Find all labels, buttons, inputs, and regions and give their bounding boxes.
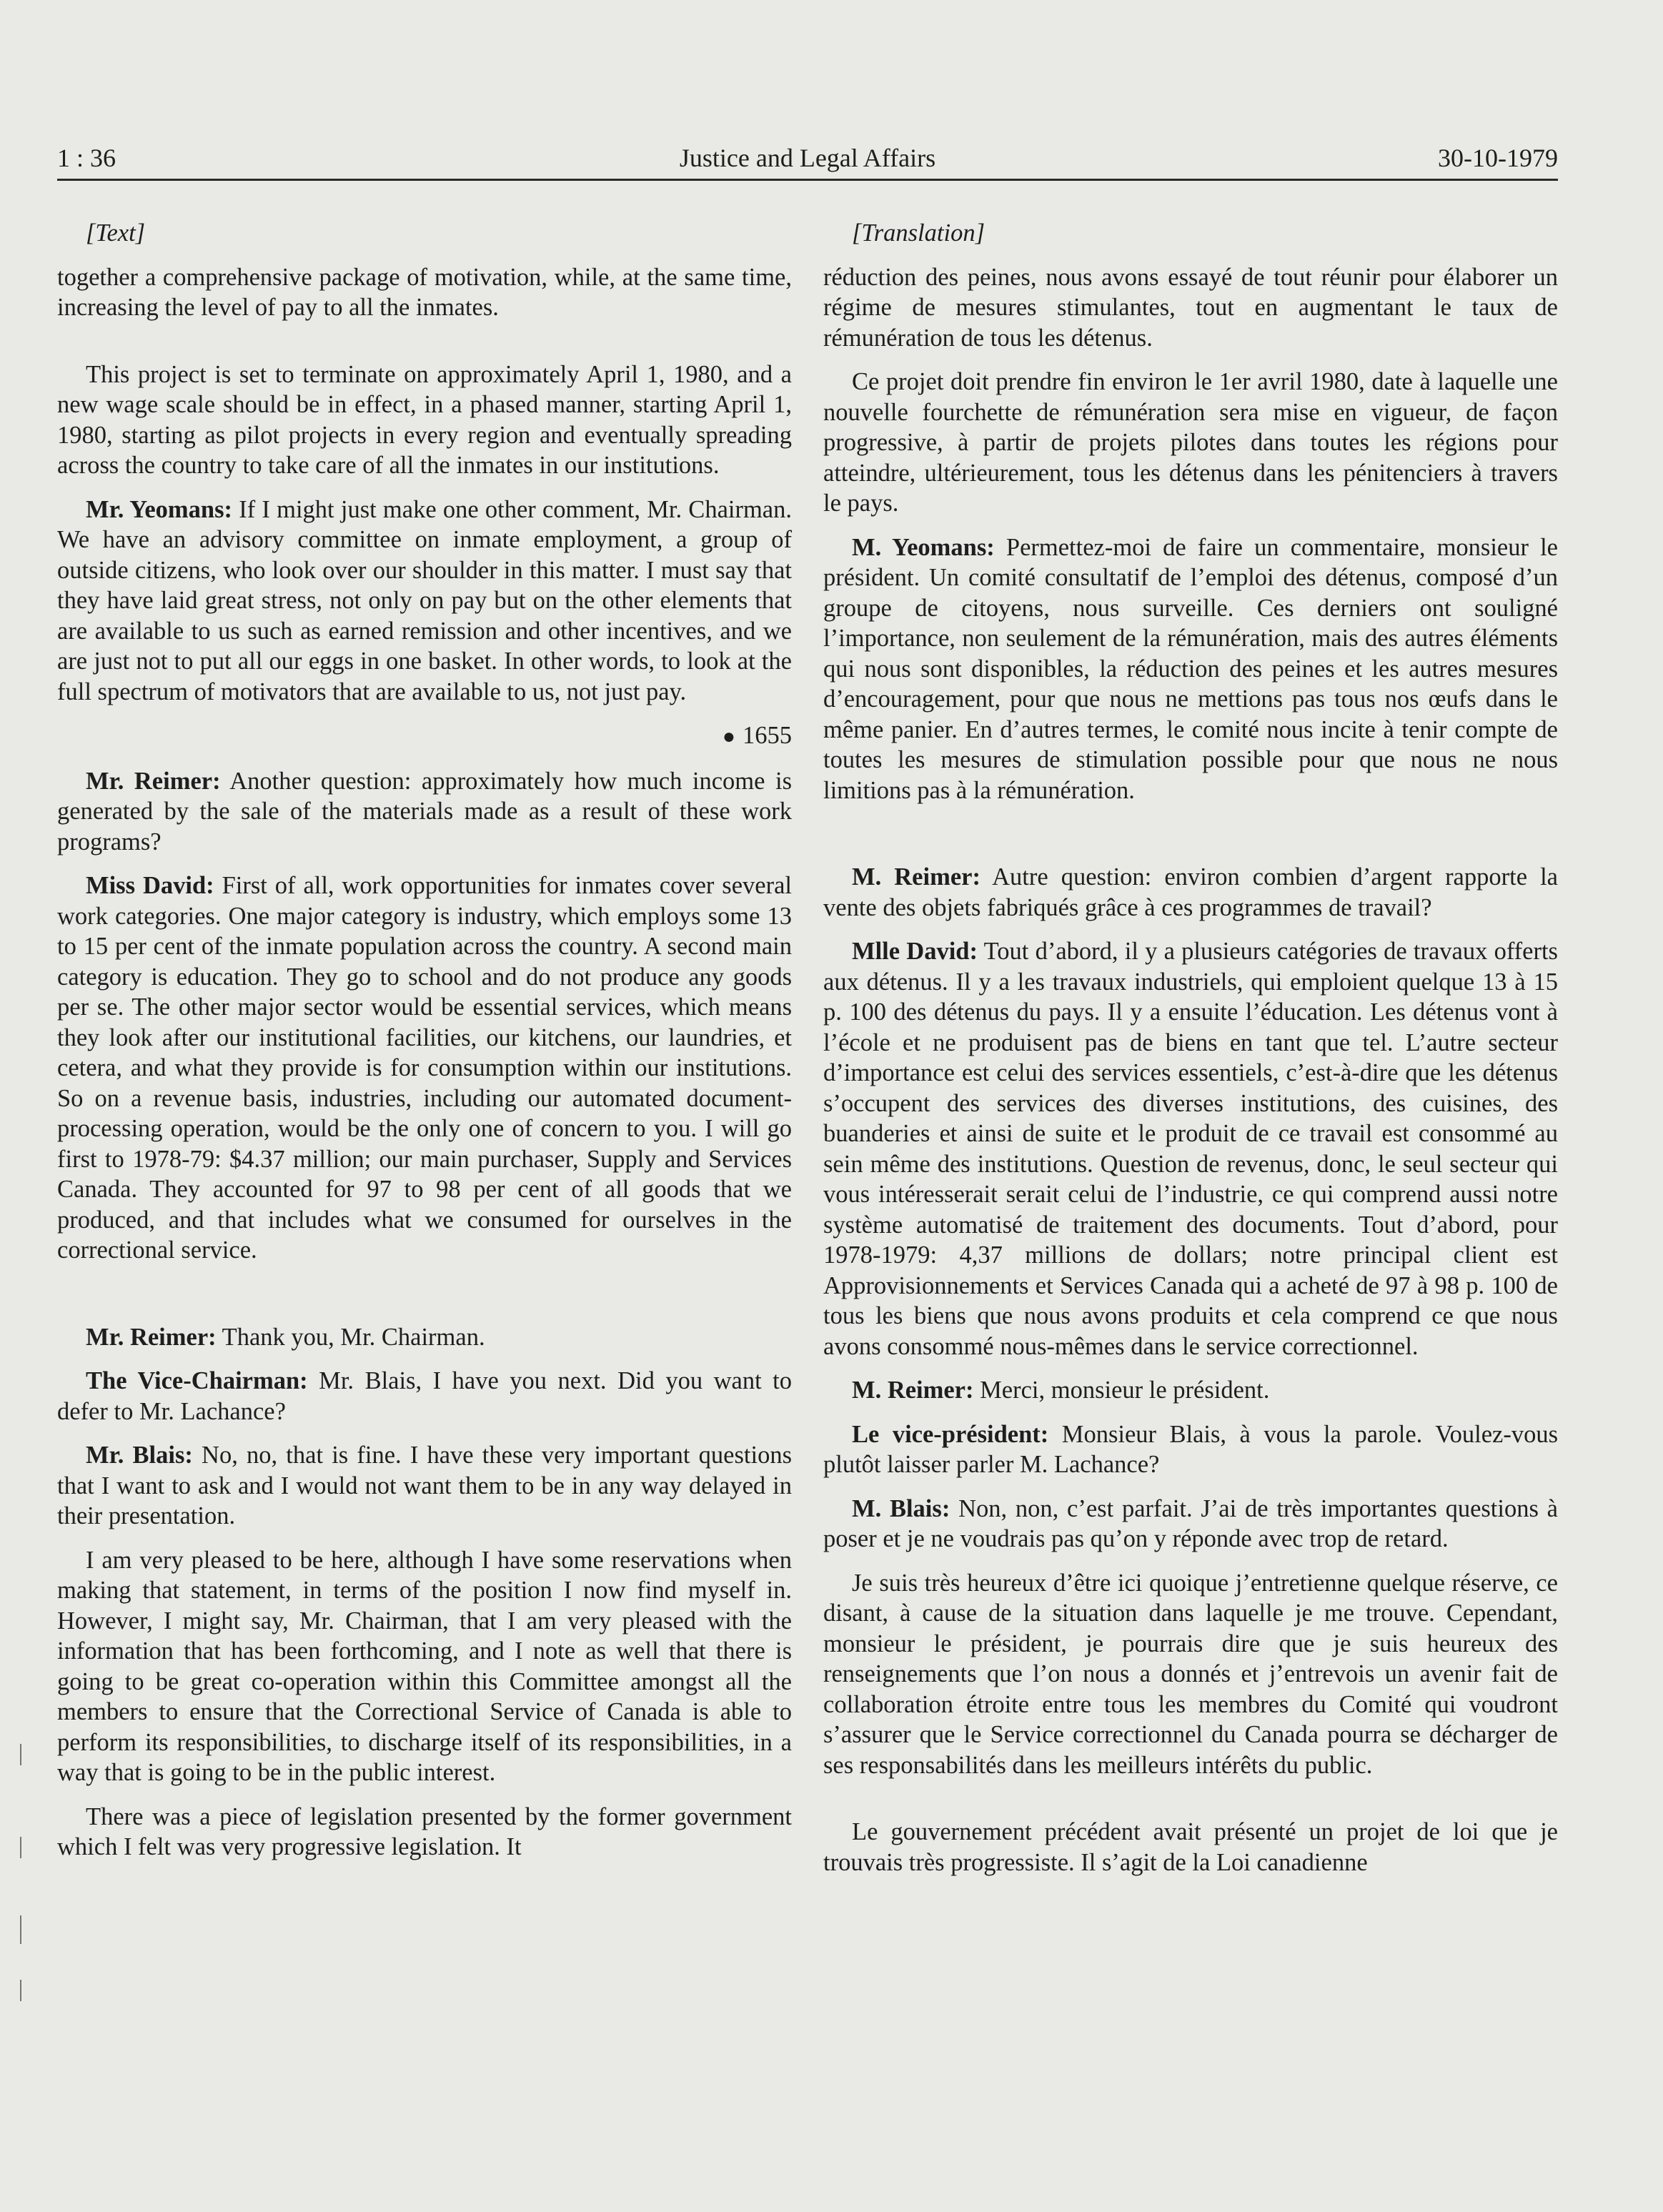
speaker-name: M. Yeomans: bbox=[852, 533, 995, 561]
paragraph: together a comprehensive package of motivation, while, at the same time, increasing the level of pay to all the inmates. bbox=[57, 263, 792, 321]
speaker-name: Miss David: bbox=[86, 872, 214, 899]
spacer bbox=[57, 1279, 792, 1322]
speaker-name: Mr. Yeomans: bbox=[86, 495, 233, 523]
paragraph: Je suis très heureux d’être ici quoique j’entretienne quelque réserve, ce disant, à cause de la situation dans laquelle je me trouve. Cependant, monsieur le président, je pourrais dire que je suis heureux des renseignements que l’on nous a donnés et j’entrevois un avenir fait de collaboration étroite entre tous les membres du Comité qui voudront s’assurer que le Service correctionnel du Canada pourra se décharger de ses responsabilités dans les meilleurs intérêts du public. bbox=[823, 1569, 1558, 1779]
speaker-name: Mr. Blais: bbox=[86, 1442, 193, 1469]
spacer bbox=[823, 1794, 1558, 1817]
speaker-name: M. Blais: bbox=[852, 1494, 950, 1522]
margin-tick bbox=[20, 1837, 21, 1858]
speech-text: Monsieur Blais, à vous la parole. Voulez-vous plutôt laisser parler M. Lachance? bbox=[823, 1420, 1558, 1478]
paragraph: Le gouvernement précédent avait présenté un projet de loi que je trouvais très progressiste. Il s’agit de la Loi canadienne bbox=[823, 1818, 1558, 1876]
speech-text: Tout d’abord, il y a plusieurs catégories de travaux offerts aux détenus. Il y a les travaux industriels, qui emploient quelque 13 à 15 p. 100 des détenus du pays. Il y a ensuite l’éducation. Les détenus vont à l’école et ne produisent pas de biens en tant que tel. L’autre secteur d’importance est celui des services essentiels, c’est-à-dire que les détenus s’occupent des services des diverses institutions, des cuisines, des buanderies et ainsi de suite et le produit de ce travail est consommé au sein même des institutions. Question de revenus, donc, le seul secteur qui vous intéresserait serait celui de l’industrie, ce qui comprend aussi notre système automatisé de traitement des documents. Tout d’abord, pour 1978-1979: 4,37 millions de dollars; notre principal client est Approvisionnements et Services Canada qui a acheté de 97 à 98 p. 100 de tous les biens que nous avons produits et cela comprend ce que nous avons consommé nous-mêmes dans le service correctionnel. bbox=[823, 938, 1558, 1360]
speech-text: First of all, work opportunities for inmates cover several work categories. One major category is industry, which employs some 13 to 15 per cent of the inmate population across the country. A second main category is education. They go to school and do not produce any goods per se. The other major sector would be essential services, which means they look after our institutional facilities, our kitchens, our laundries, et cetera, and what they provide is for consumption within our institutions. So on a revenue basis, industries, including our automated document-processing operation, would be the only one of concern to you. I will go first to 1978-79: $4.37 million; our main purchaser, Supply and Services Canada. They accounted for 97 to 98 per cent of all goods that we produced, and that includes what we consumed for ourselves in the correctional service. bbox=[57, 872, 792, 1264]
text-marker: [Text] bbox=[86, 219, 146, 247]
paragraph bbox=[823, 936, 1558, 1362]
speaker-name: Mlle David: bbox=[852, 938, 978, 965]
margin-marks bbox=[20, 1730, 27, 2044]
timestamp-value: 1655 bbox=[743, 722, 792, 749]
page-reference: 1 : 36 bbox=[57, 144, 116, 172]
speech-text: If I might just make one other comment, Mr. Chairman. We have an advisory committee on inmate employment, a group of outside citizens, who look over our shoulder in this matter. I must say that they have laid great stress, not only on pay but on the other elements that are available to us such as earned remission and other incentives, and we are just not to put all our eggs in one basket. In other words, to look at the full spectrum of motivators that are available to us, not just pay. bbox=[57, 495, 792, 705]
bullet-icon: ● bbox=[722, 725, 735, 748]
paragraph bbox=[57, 1322, 792, 1353]
speaker-name: Mr. Reimer: bbox=[86, 767, 221, 795]
paragraph: réduction des peines, nous avons essayé de tout réunir pour élaborer un régime de mesures stimulantes, tout en augmentant le taux de rémunération de tous les détenus. bbox=[823, 263, 1558, 352]
margin-tick bbox=[20, 1980, 21, 2001]
speaker-name: Mr. Reimer: bbox=[86, 1323, 217, 1351]
speech-text: Merci, monsieur le président. bbox=[973, 1377, 1270, 1404]
paragraph bbox=[823, 1494, 1558, 1554]
paragraph bbox=[57, 1440, 792, 1532]
french-column bbox=[823, 218, 1558, 1891]
speech-text: Autre question: environ combien d’argent rapporte la vente des objets fabriqués grâce à ces programmes de travail? bbox=[823, 863, 1558, 921]
paragraph bbox=[823, 532, 1558, 806]
paragraph bbox=[823, 1375, 1558, 1406]
paragraph bbox=[57, 871, 792, 1266]
speaker-name: M. Reimer: bbox=[852, 863, 981, 891]
running-header bbox=[57, 143, 1558, 179]
timestamp bbox=[57, 720, 792, 753]
speech-text: Another question: approximately how much income is generated by the sale of the materials made as a result of these work programs? bbox=[57, 767, 793, 855]
paragraph: Ce projet doit prendre fin environ le 1er avril 1980, date à laquelle une nouvelle fourchette de rémunération sera mise en vigueur, de façon progressive, à partir de projets pilotes dans toutes les régions pour atteindre, ultérieurement, tous les détenus dans les pénitenciers à travers le pays. bbox=[823, 368, 1558, 517]
margin-tick bbox=[20, 1744, 21, 1765]
speech-text: Mr. Blais, I have you next. Did you want to defer to Mr. Lachance? bbox=[57, 1367, 793, 1425]
paragraph bbox=[823, 1419, 1558, 1480]
spacer bbox=[57, 337, 792, 359]
paragraph: There was a piece of legislation presented by the former government which I felt was very progressive legislation. It bbox=[57, 1802, 792, 1860]
paragraph: This project is set to terminate on approximately April 1, 1980, and a new wage scale should be in effect, in a phased manner, starting April 1, 1980, starting as pilot projects in every region and eventually spreading across the country to take care of all the inmates in our institutions. bbox=[57, 360, 792, 479]
header-date: 30-10-1979 bbox=[1438, 144, 1558, 172]
speech-text: Thank you, Mr. Chairman. bbox=[216, 1323, 485, 1351]
paragraph bbox=[57, 766, 792, 858]
speech-text: Non, non, c’est parfait. J’ai de très importantes questions à poser et je ne voudrais pas qu’on y réponde avec trop de retard. bbox=[823, 1494, 1558, 1552]
speaker-name: The Vice-Chairman: bbox=[86, 1367, 308, 1394]
paragraph bbox=[57, 495, 792, 708]
translation-marker: [Translation] bbox=[852, 219, 985, 247]
speech-text: No, no, that is fine. I have these very important questions that I want to ask and I would not want them to be in any way delayed in their presentation. bbox=[57, 1442, 792, 1529]
speaker-name: M. Reimer: bbox=[852, 1377, 974, 1404]
speaker-name: Le vice-président: bbox=[852, 1420, 1049, 1448]
paragraph bbox=[823, 862, 1558, 923]
paragraph: I am very pleased to be here, although I have some reservations when making that statement, in terms of the position I now find myself in. However, I might say, Mr. Chairman, that I am very pleased with the information that has been forthcoming, and I note as well that there is going to be great co-operation within this Committee amongst all the members to ensure that the Correctional Service of Canada is able to perform its responsibilities, to discharge itself of its responsibilities, in a way that is going to be in the public interest. bbox=[57, 1546, 792, 1786]
header-title: Justice and Legal Affairs bbox=[679, 144, 936, 172]
english-column bbox=[57, 218, 792, 1876]
spacer bbox=[823, 819, 1558, 862]
paragraph bbox=[57, 1366, 792, 1427]
speech-text: Permettez-moi de faire un commentaire, monsieur le président. Un comité consultatif de l’emploi des détenus, composé d’un groupe de citoyens, nous surveille. Ces derniers ont souligné l’importance, non seulement de la rémunération, mais des autres éléments qui nous sont disponibles, la réduction des peines et les autres mesures d’encouragement, pour que nous ne mettions pas tous nos œufs dans le même panier. En d’autres termes, le comité nous incite à tenir compte de toutes les mesures de stimulation possible pour que nous ne nous limitions pas à la rémunération. bbox=[823, 533, 1558, 804]
header-rule bbox=[57, 179, 1558, 181]
margin-tick bbox=[20, 1915, 21, 1944]
